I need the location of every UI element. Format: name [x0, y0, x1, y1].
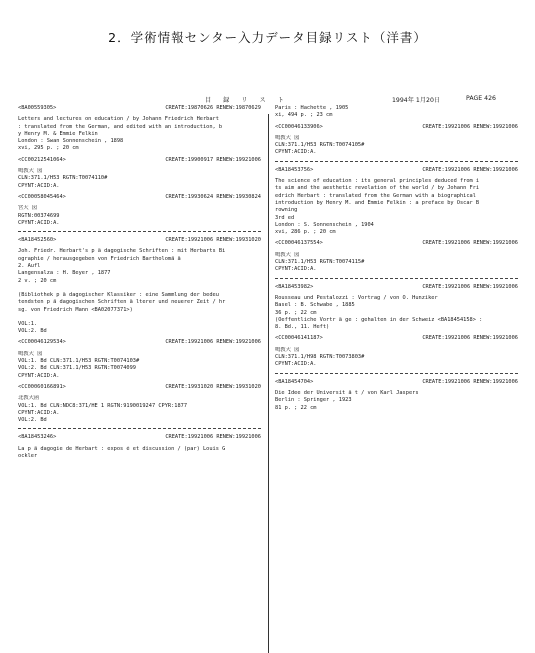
catalog-record [275, 105, 518, 120]
record-line: tendsten p ä dagogischen Schriften ä lterer und neuerer Zeit / hr [18, 299, 226, 306]
catalog-record [275, 124, 518, 157]
record-id: <CC00058045464> [18, 193, 66, 200]
record-dates: CREATE:19921006 RENEW:19921006 [422, 166, 518, 173]
record-line: 宮大 図 [18, 205, 38, 212]
record-line: CPYNT:ACID:A. [275, 266, 317, 273]
record-line: CPYNT:ACID:A. [18, 409, 60, 416]
record-line: Rousseau und Pestalozzi : Vortrag / von O. Hunziker [275, 294, 438, 301]
record-line: Basel : B. Schwabe , 1885 [275, 302, 355, 309]
record-line: ographie / herausgegeben von Friedrich Bartholomä ä [18, 255, 181, 262]
record-line: VOL:2. Bd [18, 328, 47, 335]
record-line: RGTN:00374699 [18, 212, 60, 219]
record-line: 鳴教大 図 [275, 346, 300, 353]
record-dates: CREATE:19921006 RENEW:19921006 [165, 339, 261, 346]
record-line: London : S. Sonnenschein , 1904 [275, 221, 374, 228]
record-line: CLN:371.1/H98 RGTN:T0073803# [275, 354, 365, 361]
record-dates: CREATE:19921006 RENEW:19921006 [422, 335, 518, 342]
catalog-record [275, 167, 518, 237]
record-header [18, 105, 261, 112]
catalog-record [275, 379, 518, 412]
record-blank-line [18, 285, 261, 292]
record-line: VOL:1. Bd CLN:NDC8:371/HE 1 RGTN:9190019247 CPYR:1877 [18, 402, 188, 409]
record-line: CLN:371.1/H53 RGTN:T0074110# [18, 175, 108, 182]
record-id: <CC00046141187> [275, 335, 323, 342]
catalog-record [18, 157, 261, 190]
record-header [275, 167, 518, 174]
left-column [18, 105, 261, 653]
record-header [275, 124, 518, 131]
record-line: CLN:371.1/H53 RGTN:T0074105# [275, 142, 365, 149]
record-line: VOL:2. Bd CLN:371.1/H53 RGTN:T0074099 [18, 365, 136, 372]
record-header [275, 240, 518, 247]
record-line: (Bibliothek p ä dagogischer Klassiker : eine Sammlung der bedeu [18, 291, 219, 298]
record-line: xvi, 286 p. ; 20 cm [275, 229, 336, 236]
record-dates: CREATE:19921006 RENEW:19921006 [165, 434, 261, 441]
record-dates: CREATE:19921006 RENEW:19921006 [422, 283, 518, 290]
record-separator [18, 428, 261, 429]
record-line: edrich Herbart : translated from the German with a biographical [275, 192, 476, 199]
record-line: London : Swan Sonnenschein , 1898 [18, 138, 124, 145]
record-blank-line [18, 314, 261, 321]
record-line: y Henry M. & Emmie Felkin [18, 130, 98, 137]
record-dates: CREATE:19931020 RENEW:19931020 [165, 383, 261, 390]
record-line: 2. Aufl [18, 263, 41, 270]
record-line: Paris : Hachette , 1905 [275, 105, 349, 111]
record-separator [275, 373, 518, 374]
record-separator [275, 161, 518, 162]
record-separator [18, 231, 261, 232]
record-line: La p ä dagogie de Herbart : expos é et discussion / (par) Louis G [18, 445, 226, 452]
record-line: xvi, 295 p. ; 20 cm [18, 145, 79, 152]
record-line: CPYNT:ACID:A. [275, 149, 317, 156]
record-line: Langensalza : H. Beyer , 1877 [18, 270, 111, 277]
record-line: Letters and lectures on education / by Johann Friedrich Herbart [18, 116, 219, 123]
record-line: sg. von Friedrich Mann <BA02077371>) [18, 306, 133, 313]
record-header [275, 335, 518, 342]
catalog-record [275, 240, 518, 273]
record-line: CLN:371.1/H53 RGTN:T0074115# [275, 259, 365, 266]
record-line: (Oeffentliche Vortr ä ge : gehalten in der Schweiz <BA18454158> : [275, 316, 483, 323]
record-line: VOL:1. Bd CLN:371.1/H53 RGTN:T0074103# [18, 358, 140, 365]
catalog-record [18, 434, 261, 460]
right-column [275, 105, 518, 653]
record-line: CPYNT:ACID:A. [18, 372, 60, 379]
list-header-title: 目 録 リ ス ト [205, 97, 289, 104]
record-line: xi, 494 p. ; 23 cm [275, 112, 333, 119]
catalog-record [18, 384, 261, 424]
record-id: <CC00046133906> [275, 123, 323, 130]
record-id: <CC00060166891> [18, 383, 66, 390]
catalog-record [275, 335, 518, 368]
catalog-record [18, 237, 261, 335]
record-line: 鳴教大 図 [275, 251, 300, 258]
record-line: 81 p. ; 22 cm [275, 404, 317, 411]
record-header [18, 157, 261, 164]
record-header [18, 194, 261, 201]
record-header [275, 379, 518, 386]
catalog-record [18, 339, 261, 379]
list-header-date: 1994年 1月20日 [392, 97, 441, 104]
record-line: 3rd ed [275, 214, 295, 221]
record-line: CPYNT:ACID:A. [275, 361, 317, 368]
record-line: VOL:2. Bd [18, 417, 47, 424]
catalog-record [275, 284, 518, 332]
record-line: VOL:1. [18, 320, 38, 327]
record-dates: CREATE:19930624 RENEW:19930824 [165, 193, 261, 200]
record-line: ts aim and the aesthetic revelation of the world / by Johann Fri [275, 185, 480, 192]
record-dates: CREATE:19921006 RENEW:19931020 [165, 237, 261, 244]
record-line: 北教大函 [18, 395, 40, 402]
record-id: <BA18454704> [275, 378, 314, 385]
record-header [18, 384, 261, 391]
record-dates: CREATE:19921006 RENEW:19921006 [422, 240, 518, 247]
record-id: <BA18452560> [18, 237, 57, 244]
record-line: 36 p. ; 22 cm [275, 309, 317, 316]
record-line: CPYNT:ACID:A. [18, 182, 60, 189]
record-header [275, 284, 518, 291]
record-separator [275, 278, 518, 279]
record-line: Die Idee der Universit ä t / von Karl Jaspers [275, 389, 419, 396]
record-dates: CREATE:19900917 RENEW:19921006 [165, 156, 261, 163]
record-line: 鳴教大 図 [18, 350, 43, 357]
catalog-record [18, 194, 261, 227]
record-dates: CREATE:19921006 RENEW:19921006 [422, 378, 518, 385]
record-line: Berlin : Springer , 1923 [275, 397, 352, 404]
record-dates: CREATE:19921006 RENEW:19921006 [422, 123, 518, 130]
record-line: The science of education : its general principles deduced from i [275, 178, 480, 185]
record-line: introduction by Henry M. and Emmie Felkin : a preface by Oscar B [275, 199, 480, 206]
record-header [18, 339, 261, 346]
record-id: <BA18453756> [275, 166, 314, 173]
record-id: <BA00559305> [18, 105, 57, 111]
record-id: <CC00046137554> [275, 240, 323, 247]
record-id: <CC00046129534> [18, 339, 66, 346]
document-title: 2．学術情報センター入力データ目録リスト（洋書） [108, 30, 427, 45]
record-line: : translated from the German, and edited with an introduction, b [18, 123, 223, 130]
record-id: <BA18453982> [275, 283, 314, 290]
record-line: ockler [18, 452, 38, 459]
record-line: 鳴教大 図 [275, 134, 300, 141]
column-divider [268, 114, 269, 653]
record-header [18, 434, 261, 441]
record-line: 8. Bd., 11. Heft) [275, 324, 330, 331]
record-header [18, 237, 261, 244]
record-line: 鳴教大 図 [18, 168, 43, 175]
record-line: Joh. Friedr. Herbart's p ä dagogische Schriften : mit Herbarts Bi [18, 248, 226, 255]
record-line: rowning [275, 207, 298, 214]
record-line: CPYNT:ACID:A. [18, 219, 60, 226]
record-dates: CREATE:19870626 RENEW:19870629 [165, 105, 261, 111]
record-id: <CC00212541064> [18, 156, 66, 163]
record-id: <BA18453246> [18, 434, 57, 441]
record-line: 2 v. ; 20 cm [18, 277, 57, 284]
list-header-page: PAGE 426 [466, 95, 496, 102]
catalog-record [18, 105, 261, 153]
